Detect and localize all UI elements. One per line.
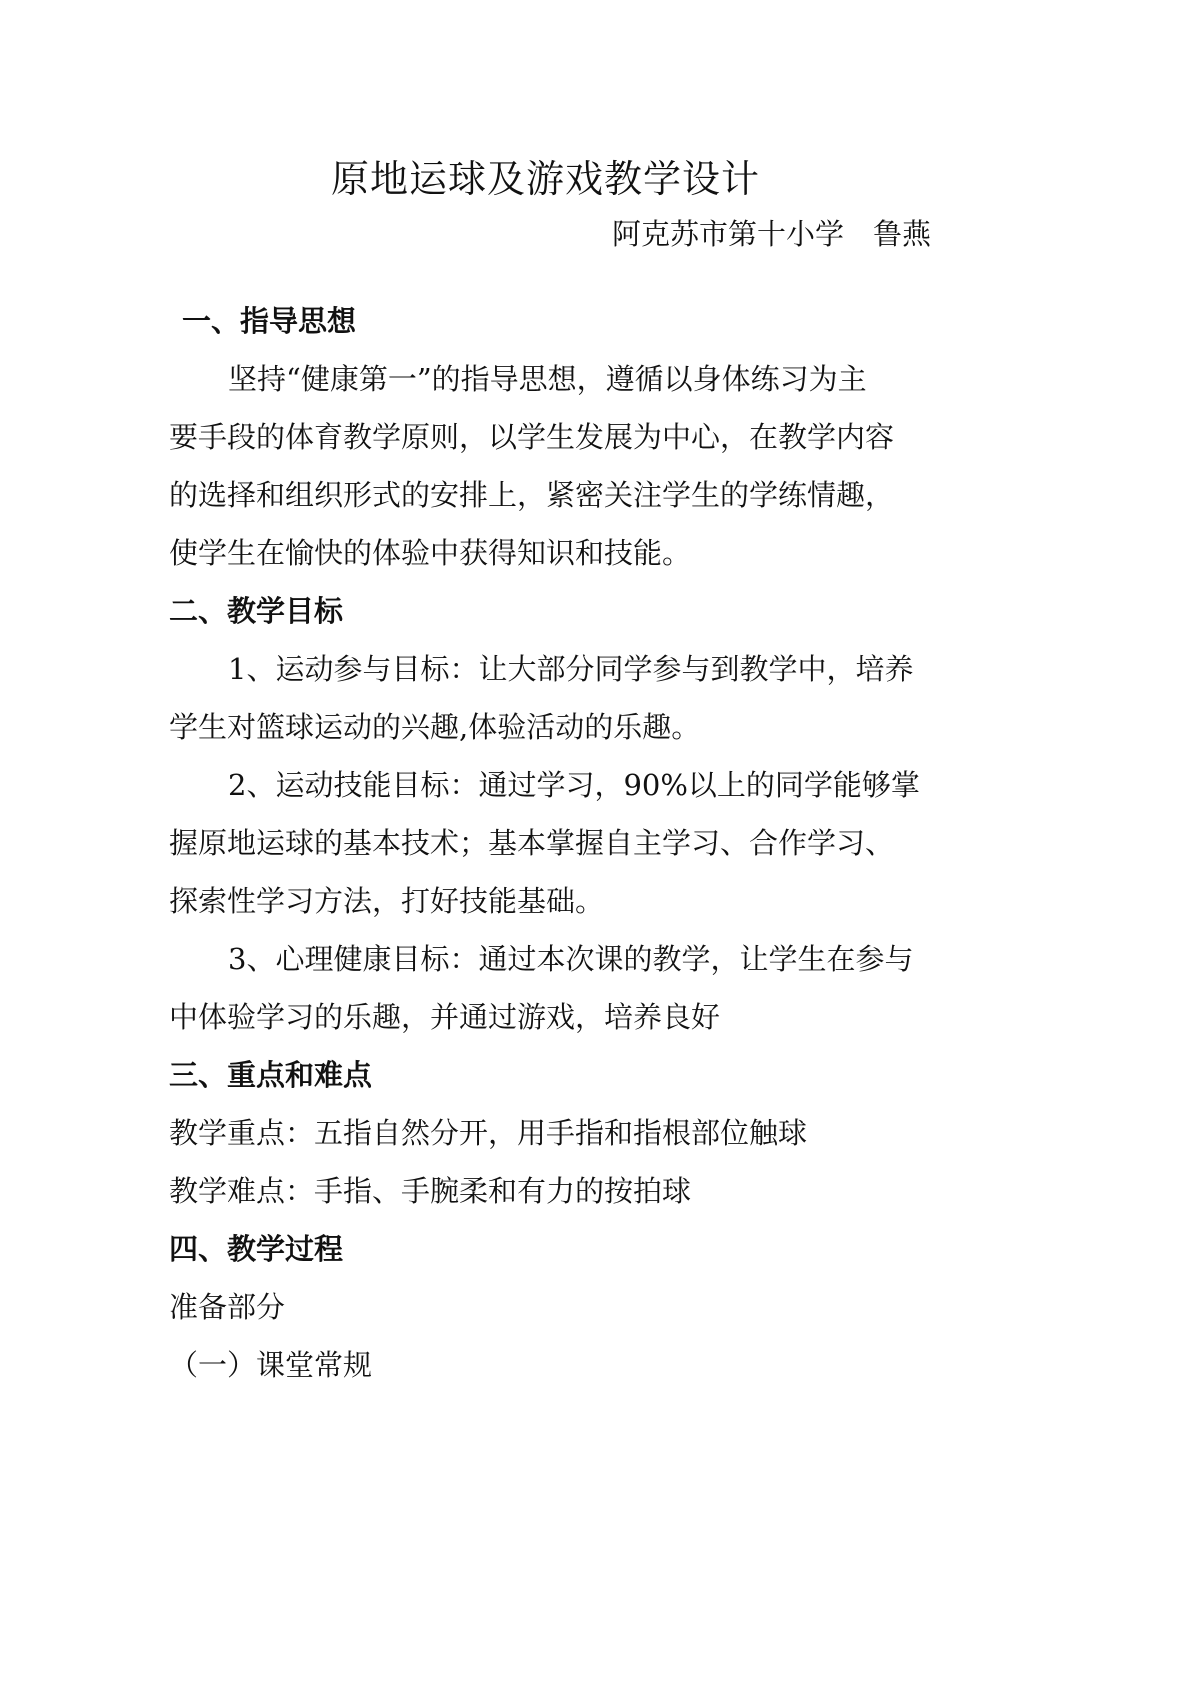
section-heading-teaching-process: 四、教学过程 bbox=[169, 1232, 344, 1266]
paragraph-line: 1、运动参与目标：让大部分同学参与到教学中，培养 bbox=[228, 652, 914, 686]
author-line: 阿克苏市第十小学 鲁燕 bbox=[612, 217, 932, 251]
paragraph-line: 握原地运球的基本技术；基本掌握自主学习、合作学习、 bbox=[169, 826, 895, 860]
paragraph-line: 学生对篮球运动的兴趣,体验活动的乐趣。 bbox=[169, 710, 701, 744]
paragraph-line: 3、心理健康目标：通过本次课的教学，让学生在参与 bbox=[228, 942, 914, 976]
section-heading-teaching-goals: 二、教学目标 bbox=[169, 594, 344, 628]
paragraph-line: （一）课堂常规 bbox=[169, 1348, 373, 1382]
paragraph-line: 中体验学习的乐趣，并通过游戏，培养良好 bbox=[169, 1000, 721, 1034]
paragraph-line: 教学难点：手指、手腕柔和有力的按拍球 bbox=[169, 1174, 692, 1208]
paragraph-line: 探索性学习方法，打好技能基础。 bbox=[169, 884, 605, 918]
paragraph-line: 坚持“健康第一”的指导思想，遵循以身体练习为主 bbox=[228, 362, 867, 396]
paragraph-line: 教学重点：五指自然分开，用手指和指根部位触球 bbox=[169, 1116, 808, 1150]
document-title: 原地运球及游戏教学设计 bbox=[331, 157, 761, 201]
paragraph-line: 2、运动技能目标：通过学习，90%以上的同学能够掌 bbox=[228, 768, 920, 802]
paragraph-line: 使学生在愉快的体验中获得知识和技能。 bbox=[169, 536, 692, 570]
section-heading-key-points: 三、重点和难点 bbox=[169, 1058, 373, 1092]
paragraph-line: 要手段的体育教学原则，以学生发展为中心，在教学内容 bbox=[169, 420, 895, 454]
paragraph-line: 的选择和组织形式的安排上，紧密关注学生的学练情趣， bbox=[169, 478, 895, 512]
section-heading-guiding-ideology: 一、指导思想 bbox=[182, 304, 357, 338]
paragraph-line: 准备部分 bbox=[169, 1290, 286, 1324]
